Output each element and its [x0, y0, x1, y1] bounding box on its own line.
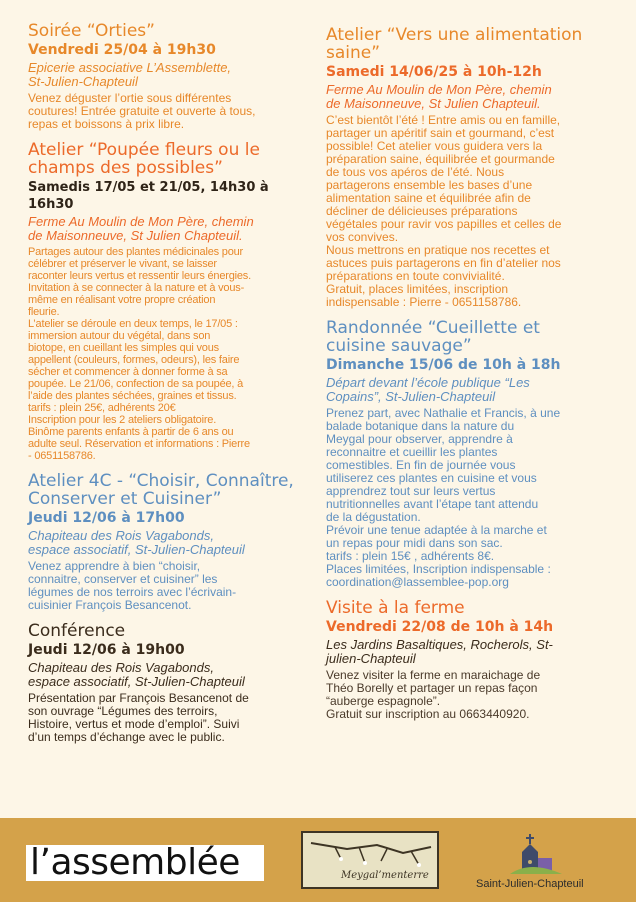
event-title: Randonnée “Cueillette et cuisine sauvage” — [326, 318, 540, 356]
event-place: Epicerie associative L’Assemblette, St-Julien-Chapteuil — [28, 60, 232, 89]
branches-icon — [307, 837, 435, 871]
event-description: Venez apprendre à bien “choisir, connaitre, conserver et cuisiner” les légumes de nos terroirs avec l’écrivain- cuisinier François Besancenot. — [28, 559, 237, 612]
event-date: Samedi 14/06/25 à 10h-12h — [326, 64, 542, 80]
event-place: Les Jardins Basaltiques, Rocherols, St- julien-Chapteuil — [326, 637, 553, 666]
meygalimenterre-label: Meygal’menterre — [341, 870, 429, 881]
event-title: Atelier 4C - “Choisir, Connaître, Conserver et Cuisiner” — [28, 471, 294, 509]
event-place: Ferme Au Moulin de Mon Père, chemin de Maisonneuve, St Julien Chapteuil. — [28, 214, 254, 243]
event-title: Conférence — [28, 621, 126, 641]
event-date: Samedis 17/05 et 21/05, 14h30 à 16h30 — [28, 180, 269, 212]
left-column — [28, 22, 310, 754]
event-visite-ferme — [326, 599, 610, 721]
event-date: Vendredi 25/04 à 19h30 — [28, 42, 216, 58]
event-description: Présentation par François Besancenot de son ouvrage “Légumes des terroirs, Histoire, vertus et mode d’emploi”. Suivi d’un temps d’échange avec le public. — [28, 691, 249, 744]
saint-julien-chapteuil-logo — [470, 830, 615, 896]
event-title: Atelier “Poupée fleurs ou le champs des possibles” — [28, 140, 260, 178]
event-title: Soirée “Orties” — [28, 21, 155, 41]
event-description: Prenez part, avec Nathalie et Francis, à une balade botanique dans la nature du Meygal pour observer, apprendre à reconnaitre et cueillir les plantes comestibles. En fin de journée vous utiliserez ces plantes en cuisine et vous apprendrez tout sur leurs vertus nutritionnelles avant l’étape tant attendu de la dégustation. Prévoir une tenue adaptée à la marche et un repas pour midi dans son sac. tarifs : plein 15€ , adhérents 8€. Places limitées, Inscription indispensable : coordination@lassemblee-pop.org — [326, 406, 561, 589]
event-place: Chapiteau des Rois Vagabonds, espace associatif, St-Julien-Chapteuil — [28, 528, 245, 557]
event-description: Venez déguster l’ortie sous différentes coutures! Entrée gratuite et ouverte à tous, repas et boissons à prix libre. — [28, 91, 256, 131]
event-soiree-orties — [28, 22, 310, 131]
event-date: Jeudi 12/06 à 19h00 — [28, 642, 185, 658]
saint-julien-chapteuil-label: Saint-Julien-Chapteuil — [476, 878, 584, 890]
event-place: Ferme Au Moulin de Mon Père, chemin de Maisonneuve, St Julien Chapteuil. — [326, 82, 552, 111]
event-randonnee — [326, 319, 610, 589]
event-title: Visite à la ferme — [326, 598, 465, 618]
right-column — [326, 26, 610, 731]
event-atelier-poupee — [28, 141, 310, 462]
event-date: Dimanche 15/06 de 10h à 18h — [326, 357, 561, 373]
event-place: Départ devant l’école publique “Les Copains”, St-Julien-Chapteuil — [326, 375, 530, 404]
event-atelier-alimentation — [326, 26, 610, 309]
event-date: Vendredi 22/08 de 10h à 14h — [326, 619, 554, 635]
event-description: Partages autour des plantes médicinales pour célébrer et préserver le vivant, se laisser raconter leurs vertus et ressentir leurs énergies. Invitation à se connecter à la nature et à vous- même en réalisant votre propre création fleurie. L’atelier se déroule en deux temps, le 17/05 : immersion autour du végétal, dans son biotope, en cueillant les simples qui vous appellent (couleurs, formes, odeurs), les faire sécher et commencer à donner forme à sa poupée. Le 21/06, confection de sa poupée, à l’aide des plantes séchées, graines et tissus. tarifs : plein 25€, adhérents 20€ Inscription pour les 2 ateliers obligatoire. Binôme parents enfants à partir de 6 ans ou adulte seul. Réservation et informations : Pierre - 0651158786. — [28, 246, 251, 462]
event-description: Venez visiter la ferme en maraichage de Théo Borelly et partager un repas façon “auberge espagnole”. Gratuit sur inscription au 0663440920. — [326, 668, 541, 721]
event-description: C’est bientôt l’été ! Entre amis ou en famille, partager un apéritif sain et gourmand, c’est possible! Cet atelier vous guidera vers la préparation saine, équilibrée et gourmande de tous vos apéros de l’été. Nous partagerons ensemble les bases d’une alimentation saine et équilibrée afin de décliner de délicieuses préparations végétales pour ravir vos papilles et celles de vos convives. Nous mettrons en pratique nos recettes et astuces puis partagerons en fin d’atelier nos préparations en toute convivialité. Gratuit, places limitées, inscription indispensable : Pierre - 0651158786. — [326, 113, 562, 309]
event-title: Atelier “Vers une alimentation saine” — [326, 25, 583, 63]
assemblee-logo — [26, 845, 264, 881]
event-conference — [28, 622, 310, 744]
village-icon — [470, 830, 615, 878]
event-place: Chapiteau des Rois Vagabonds, espace associatif, St-Julien-Chapteuil — [28, 660, 245, 689]
event-date: Jeudi 12/06 à 17h00 — [28, 510, 185, 526]
assemblee-logo-text: l’assemblée — [30, 845, 240, 881]
meygalimenterre-logo — [301, 831, 439, 889]
event-atelier-4c — [28, 472, 310, 612]
